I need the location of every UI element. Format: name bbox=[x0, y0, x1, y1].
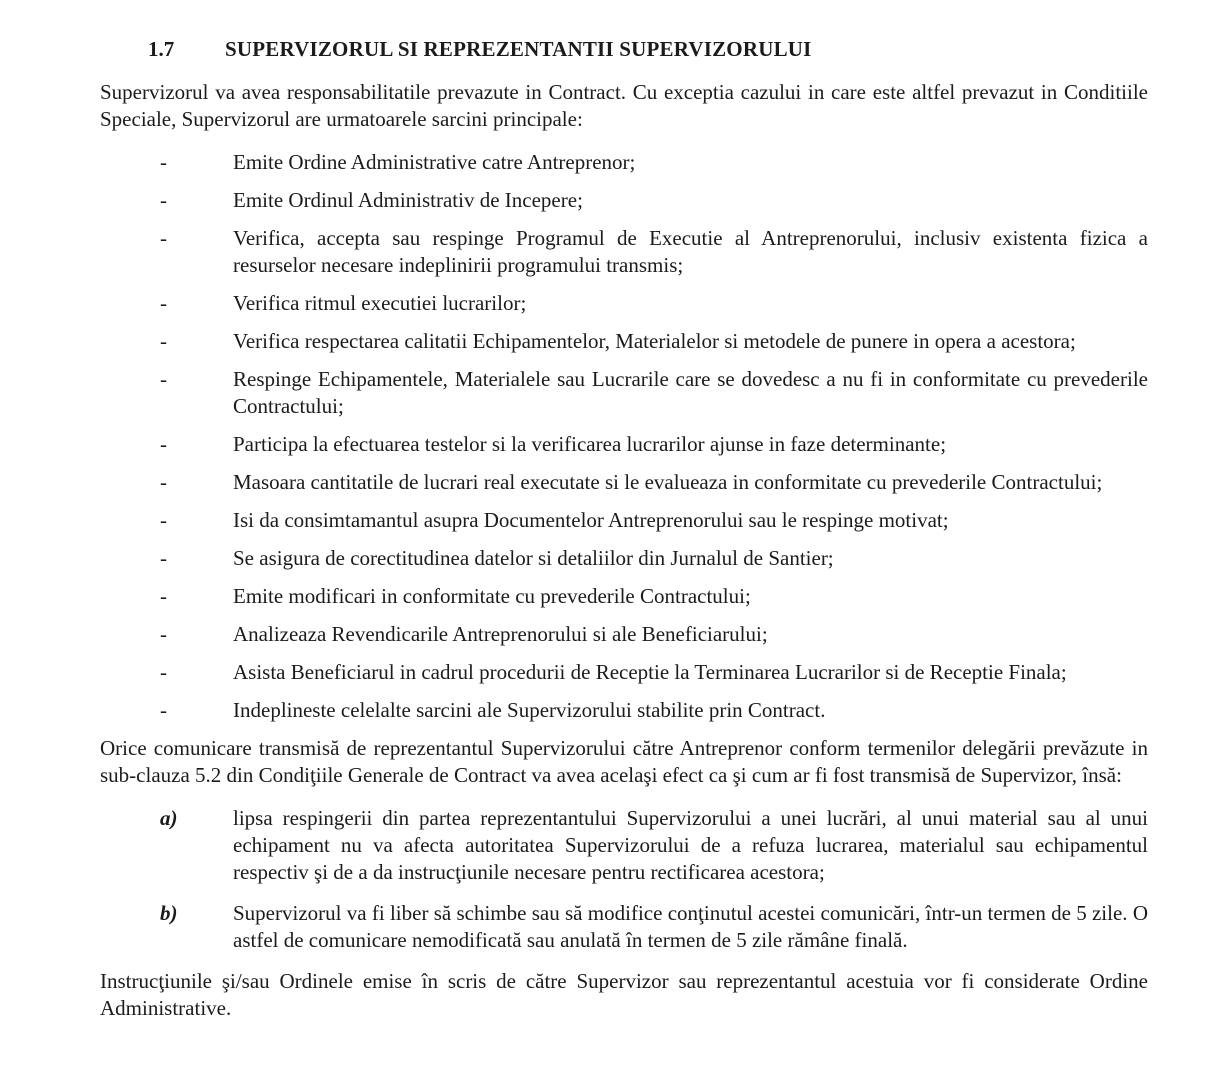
duty-text: Se asigura de corectitudinea datelor si detaliilor din Jurnalul de Santier; bbox=[233, 546, 834, 570]
duty-item bbox=[100, 507, 1148, 534]
sub-item-text: lipsa respingerii din partea reprezentantului Supervizorului a unei lucrări, al unui material sau al unui echipament nu va afecta autoritatea Supervizorului de a refuza lucrarea, materialul sau echipamentul respectiv şi de a da instrucţiunile necesare pentru rectificarea acestora; bbox=[233, 806, 1148, 884]
dash-marker: - bbox=[160, 660, 167, 684]
duty-text: Analizeaza Revendicarile Antreprenorului si ale Beneficiarului; bbox=[233, 622, 768, 646]
dash-marker: - bbox=[160, 546, 167, 570]
duty-text: Emite Ordinul Administrativ de Incepere; bbox=[233, 188, 583, 212]
section-title: SUPERVIZORUL SI REPREZENTANTII SUPERVIZORULUI bbox=[225, 37, 812, 61]
duty-item bbox=[100, 290, 1148, 317]
duty-text: Respinge Echipamentele, Materialele sau Lucrarile care se dovedesc a nu fi in conformitate cu prevederile Contractului; bbox=[233, 367, 1148, 418]
duty-item bbox=[100, 659, 1148, 686]
section-number: 1.7 bbox=[148, 37, 175, 61]
communication-paragraph: Orice comunicare transmisă de reprezentantul Supervizorului către Antreprenor conform termenilor delegării prevăzute in sub-clauza 5.2 din Condiţiile Generale de Contract va avea acelaşi efect ca şi cum ar fi fost transmisă de Supervizor, însă: bbox=[100, 736, 1148, 787]
dash-marker: - bbox=[160, 329, 167, 353]
sub-item-text: Supervizorul va fi liber să schimbe sau să modifice conţinutul acestei comunicări, într-un termen de 5 zile. O astfel de comunicare nemodificată sau anulată în termen de 5 zile rămâne finală. bbox=[233, 901, 1148, 952]
duties-list bbox=[100, 149, 1148, 724]
duty-item bbox=[100, 366, 1148, 420]
duty-item bbox=[100, 187, 1148, 214]
duty-text: Verifica ritmul executiei lucrarilor; bbox=[233, 291, 527, 315]
duty-item bbox=[100, 469, 1148, 496]
duty-text: Verifica respectarea calitatii Echipamentelor, Materialelor si metodele de punere in opera a acestora; bbox=[233, 329, 1076, 353]
dash-marker: - bbox=[160, 622, 167, 646]
duty-text: Masoara cantitatile de lucrari real executate si le evalueaza in conformitate cu prevederile Contractului; bbox=[233, 470, 1103, 494]
duty-item bbox=[100, 149, 1148, 176]
sub-item-a bbox=[100, 805, 1148, 886]
dash-marker: - bbox=[160, 226, 167, 250]
dash-marker: - bbox=[160, 367, 167, 391]
sub-items-list bbox=[100, 805, 1148, 954]
dash-marker: - bbox=[160, 291, 167, 315]
duty-item bbox=[100, 328, 1148, 355]
dash-marker: - bbox=[160, 432, 167, 456]
intro-paragraph: Supervizorul va avea responsabilitatile prevazute in Contract. Cu exceptia cazului in care este altfel prevazut in Conditiile Speciale, Supervizorul are urmatoarele sarcini principale: bbox=[100, 80, 1148, 131]
section-heading bbox=[100, 36, 1148, 63]
duty-text: Emite modificari in conformitate cu prevederile Contractului; bbox=[233, 584, 751, 608]
dash-marker: - bbox=[160, 188, 167, 212]
dash-marker: - bbox=[160, 508, 167, 532]
dash-marker: - bbox=[160, 698, 167, 722]
duty-item bbox=[100, 697, 1148, 724]
duty-item bbox=[100, 583, 1148, 610]
sub-item-label: a) bbox=[160, 806, 178, 830]
sub-item-b bbox=[100, 900, 1148, 954]
dash-marker: - bbox=[160, 584, 167, 608]
duty-text: Participa la efectuarea testelor si la verificarea lucrarilor ajunse in faze determinante; bbox=[233, 432, 947, 456]
duty-item bbox=[100, 621, 1148, 648]
sub-item-label: b) bbox=[160, 901, 178, 925]
duty-text: Verifica, accepta sau respinge Programul de Executie al Antreprenorului, inclusiv existenta fizica a resurselor necesare indeplinirii programului transmis; bbox=[233, 226, 1148, 277]
duty-item bbox=[100, 545, 1148, 572]
duty-item bbox=[100, 431, 1148, 458]
closing-paragraph: Instrucţiunile şi/sau Ordinele emise în scris de către Supervizor sau reprezentantul acestuia vor fi considerate Ordine Administrative. bbox=[100, 969, 1148, 1020]
dash-marker: - bbox=[160, 470, 167, 494]
duty-text: Emite Ordine Administrative catre Antreprenor; bbox=[233, 150, 636, 174]
duty-text: Asista Beneficiarul in cadrul procedurii de Receptie la Terminarea Lucrarilor si de Receptie Finala; bbox=[233, 660, 1067, 684]
duty-text: Indeplineste celelalte sarcini ale Supervizorului stabilite prin Contract. bbox=[233, 698, 826, 722]
duty-item bbox=[100, 225, 1148, 279]
dash-marker: - bbox=[160, 150, 167, 174]
duty-text: Isi da consimtamantul asupra Documentelor Antreprenorului sau le respinge motivat; bbox=[233, 508, 949, 532]
